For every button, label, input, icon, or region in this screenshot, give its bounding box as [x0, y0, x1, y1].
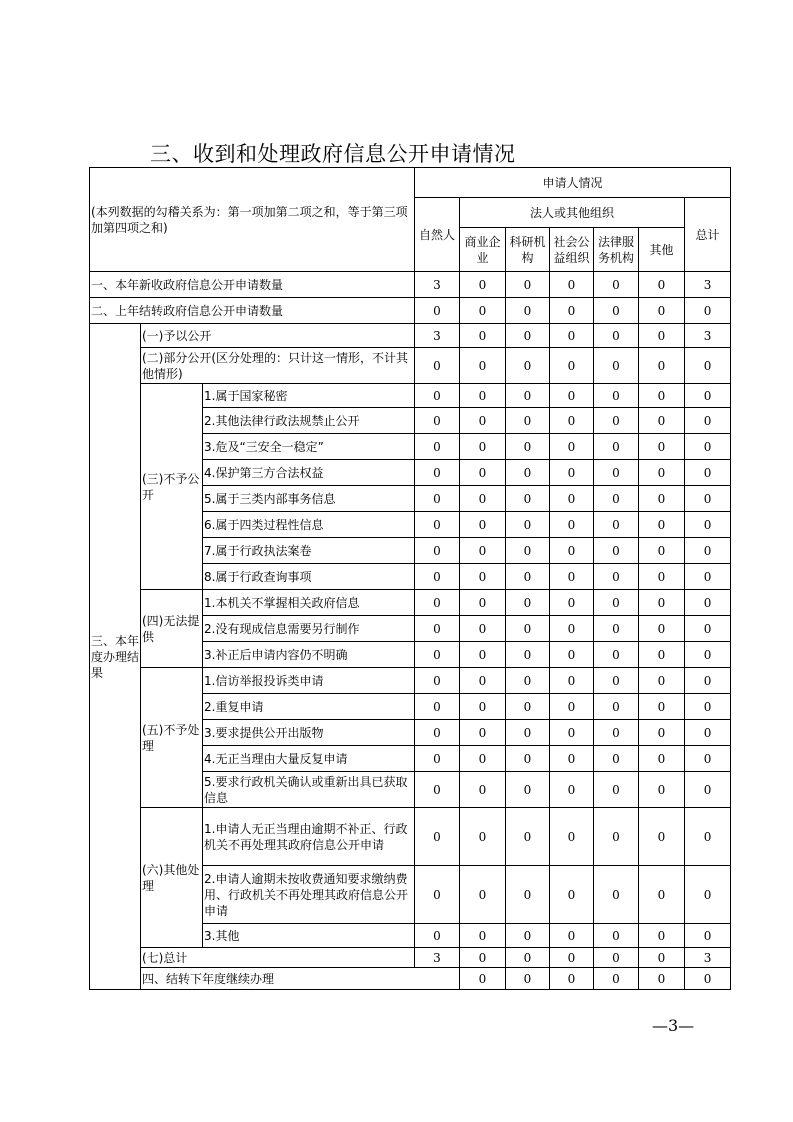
- value-cell: 0: [460, 590, 506, 616]
- value-cell: 0: [460, 720, 506, 746]
- value-cell: 0: [594, 616, 639, 642]
- value-cell: 0: [594, 720, 639, 746]
- value-cell: 0: [415, 512, 460, 538]
- table-row: [90, 948, 731, 968]
- table-row: [90, 272, 731, 298]
- value-cell: 0: [550, 808, 594, 866]
- value-cell: 0: [594, 866, 639, 924]
- item-label: 1.申请人无正当理由逾期不补正、行政机关不再处理其政府信息公开申请: [203, 808, 415, 866]
- item-label: 4.无正当理由大量反复申请: [203, 746, 415, 772]
- value-cell: 0: [594, 408, 639, 434]
- value-cell: 0: [639, 772, 685, 808]
- value-cell: 0: [460, 772, 506, 808]
- value-cell: 0: [685, 746, 731, 772]
- value-cell: 0: [550, 564, 594, 590]
- value-cell: 0: [460, 668, 506, 694]
- value-cell: 0: [639, 348, 685, 384]
- value-cell: 0: [506, 948, 550, 968]
- value-cell: 0: [550, 948, 594, 968]
- value-cell: 0: [415, 720, 460, 746]
- value-cell: 0: [415, 348, 460, 384]
- value-cell: 0: [594, 384, 639, 408]
- value-cell: 0: [550, 486, 594, 512]
- value-cell: 0: [639, 720, 685, 746]
- table-row: [90, 324, 731, 348]
- value-cell: 0: [506, 324, 550, 348]
- value-cell: 0: [415, 408, 460, 434]
- value-cell: 0: [460, 616, 506, 642]
- value-cell: 0: [550, 512, 594, 538]
- value-cell: 0: [685, 808, 731, 866]
- value-cell: 0: [639, 746, 685, 772]
- value-cell: 0: [685, 772, 731, 808]
- value-cell: 0: [460, 968, 506, 990]
- value-cell: 0: [639, 298, 685, 324]
- value-cell: 0: [506, 590, 550, 616]
- item-label: 2.其他法律行政法规禁止公开: [203, 408, 415, 434]
- subgroup-label: (六)其他处理: [141, 808, 203, 948]
- value-cell: 0: [639, 486, 685, 512]
- item-label: 3.危及“三安全一稳定”: [203, 434, 415, 460]
- value-cell: 0: [506, 272, 550, 298]
- row-label: 四、结转下年度继续办理: [141, 968, 460, 990]
- value-cell: 0: [639, 324, 685, 348]
- value-cell: 3: [685, 324, 731, 348]
- value-cell: 0: [594, 564, 639, 590]
- value-cell: 0: [506, 694, 550, 720]
- value-cell: 3: [415, 272, 460, 298]
- page-number: —3—: [652, 1016, 695, 1035]
- value-cell: 0: [685, 694, 731, 720]
- value-cell: 0: [550, 866, 594, 924]
- table-body: [90, 168, 731, 990]
- total-header: 总计: [685, 198, 731, 272]
- value-cell: 0: [594, 512, 639, 538]
- table-row: [90, 668, 731, 694]
- value-cell: 0: [685, 486, 731, 512]
- page-title: 三、收到和处理政府信息公开申请情况: [150, 142, 516, 166]
- value-cell: 0: [415, 866, 460, 924]
- value-cell: 0: [639, 564, 685, 590]
- value-cell: 0: [685, 668, 731, 694]
- value-cell: 0: [415, 590, 460, 616]
- value-cell: 0: [550, 590, 594, 616]
- value-cell: 0: [639, 408, 685, 434]
- research-header: 科研机构: [506, 228, 550, 272]
- value-cell: 0: [594, 486, 639, 512]
- value-cell: 0: [685, 538, 731, 564]
- value-cell: 0: [415, 564, 460, 590]
- row-label: (二)部分公开(区分处理的：只计这一情形，不计其他情形): [141, 348, 415, 384]
- subgroup-label: (三)不予公开: [141, 384, 203, 590]
- value-cell: 0: [506, 434, 550, 460]
- item-label: 8.属于行政查询事项: [203, 564, 415, 590]
- value-cell: 0: [639, 668, 685, 694]
- value-cell: 0: [685, 298, 731, 324]
- value-cell: 0: [460, 272, 506, 298]
- value-cell: 0: [594, 298, 639, 324]
- value-cell: 3: [685, 948, 731, 968]
- note-cell: (本列数据的勾稽关系为：第一项加第二项之和，等于第三项加第四项之和): [90, 168, 415, 272]
- value-cell: 0: [550, 772, 594, 808]
- value-cell: 0: [550, 434, 594, 460]
- value-cell: 0: [685, 564, 731, 590]
- value-cell: 0: [685, 924, 731, 948]
- table-row: [90, 384, 731, 408]
- value-cell: 0: [685, 642, 731, 668]
- value-cell: 0: [550, 668, 594, 694]
- value-cell: 0: [594, 924, 639, 948]
- value-cell: 0: [594, 968, 639, 990]
- value-cell: 0: [506, 486, 550, 512]
- value-cell: 0: [550, 460, 594, 486]
- table-row: [90, 968, 731, 990]
- value-cell: 0: [594, 948, 639, 968]
- value-cell: 0: [506, 924, 550, 948]
- row-label: 二、上年结转政府信息公开申请数量: [90, 298, 415, 324]
- value-cell: 3: [415, 948, 460, 968]
- value-cell: 0: [506, 616, 550, 642]
- value-cell: 0: [594, 642, 639, 668]
- value-cell: 0: [460, 298, 506, 324]
- value-cell: 0: [594, 772, 639, 808]
- value-cell: 0: [594, 668, 639, 694]
- value-cell: 0: [506, 538, 550, 564]
- value-cell: 0: [550, 642, 594, 668]
- item-label: 1.本机关不掌握相关政府信息: [203, 590, 415, 616]
- legal-org-header: 法人或其他组织: [460, 198, 685, 228]
- value-cell: 0: [460, 486, 506, 512]
- value-cell: 0: [506, 298, 550, 324]
- value-cell: 0: [594, 460, 639, 486]
- value-cell: 0: [639, 616, 685, 642]
- value-cell: 0: [506, 384, 550, 408]
- value-cell: 0: [639, 866, 685, 924]
- value-cell: 0: [460, 324, 506, 348]
- value-cell: 0: [639, 590, 685, 616]
- value-cell: 0: [460, 746, 506, 772]
- value-cell: 0: [415, 298, 460, 324]
- value-cell: 0: [415, 694, 460, 720]
- value-cell: 0: [639, 642, 685, 668]
- value-cell: 0: [550, 538, 594, 564]
- value-cell: 0: [639, 512, 685, 538]
- value-cell: 0: [460, 460, 506, 486]
- value-cell: 0: [506, 460, 550, 486]
- value-cell: 0: [639, 948, 685, 968]
- social-header: 社会公益组织: [550, 228, 594, 272]
- value-cell: 0: [415, 642, 460, 668]
- value-cell: 0: [685, 616, 731, 642]
- value-cell: 0: [550, 924, 594, 948]
- value-cell: 0: [685, 460, 731, 486]
- value-cell: 0: [594, 808, 639, 866]
- value-cell: 0: [550, 272, 594, 298]
- value-cell: 0: [460, 564, 506, 590]
- applicant-header: 申请人情况: [415, 168, 731, 198]
- value-cell: 0: [639, 924, 685, 948]
- value-cell: 3: [685, 272, 731, 298]
- value-cell: 0: [506, 808, 550, 866]
- value-cell: 0: [460, 642, 506, 668]
- value-cell: 0: [460, 866, 506, 924]
- value-cell: 0: [550, 694, 594, 720]
- value-cell: 0: [506, 512, 550, 538]
- table-row: [90, 348, 731, 384]
- value-cell: 0: [460, 924, 506, 948]
- subgroup-label: (五)不予处理: [141, 668, 203, 808]
- value-cell: 0: [460, 408, 506, 434]
- value-cell: 0: [415, 486, 460, 512]
- value-cell: 0: [506, 348, 550, 384]
- item-label: 7.属于行政执法案卷: [203, 538, 415, 564]
- value-cell: 0: [415, 460, 460, 486]
- item-label: 3.要求提供公开出版物: [203, 720, 415, 746]
- value-cell: 0: [594, 746, 639, 772]
- value-cell: 0: [639, 968, 685, 990]
- value-cell: 0: [460, 348, 506, 384]
- value-cell: 0: [506, 866, 550, 924]
- value-cell: 3: [415, 324, 460, 348]
- value-cell: 0: [506, 746, 550, 772]
- row-label: 一、本年新收政府信息公开申请数量: [90, 272, 415, 298]
- value-cell: 0: [685, 968, 731, 990]
- item-label: 5.属于三类内部事务信息: [203, 486, 415, 512]
- value-cell: 0: [506, 720, 550, 746]
- value-cell: 0: [550, 746, 594, 772]
- value-cell: 0: [550, 298, 594, 324]
- value-cell: 0: [594, 434, 639, 460]
- value-cell: 0: [415, 384, 460, 408]
- value-cell: 0: [550, 616, 594, 642]
- value-cell: 0: [506, 642, 550, 668]
- value-cell: 0: [460, 434, 506, 460]
- item-label: 2.重复申请: [203, 694, 415, 720]
- value-cell: 0: [460, 808, 506, 866]
- value-cell: 0: [639, 694, 685, 720]
- value-cell: 0: [415, 772, 460, 808]
- legal-service-header: 法律服务机构: [594, 228, 639, 272]
- value-cell: 0: [506, 564, 550, 590]
- value-cell: 0: [415, 808, 460, 866]
- value-cell: 0: [594, 694, 639, 720]
- value-cell: 0: [415, 668, 460, 694]
- value-cell: 0: [639, 434, 685, 460]
- value-cell: 0: [415, 746, 460, 772]
- value-cell: 0: [415, 538, 460, 564]
- value-cell: 0: [550, 968, 594, 990]
- value-cell: 0: [594, 538, 639, 564]
- value-cell: 0: [685, 866, 731, 924]
- value-cell: 0: [550, 384, 594, 408]
- value-cell: 0: [685, 590, 731, 616]
- value-cell: 0: [460, 694, 506, 720]
- subgroup-label: (四)无法提供: [141, 590, 203, 668]
- value-cell: 0: [550, 324, 594, 348]
- value-cell: 0: [550, 408, 594, 434]
- value-cell: 0: [460, 512, 506, 538]
- value-cell: 0: [415, 616, 460, 642]
- table-row: [90, 590, 731, 616]
- value-cell: 0: [594, 272, 639, 298]
- value-cell: 0: [506, 408, 550, 434]
- value-cell: 0: [506, 772, 550, 808]
- value-cell: 0: [594, 324, 639, 348]
- item-label: 3.补正后申请内容仍不明确: [203, 642, 415, 668]
- value-cell: 0: [550, 348, 594, 384]
- value-cell: 0: [639, 272, 685, 298]
- value-cell: 0: [639, 460, 685, 486]
- value-cell: 0: [550, 720, 594, 746]
- value-cell: 0: [506, 668, 550, 694]
- value-cell: 0: [594, 348, 639, 384]
- value-cell: 0: [685, 348, 731, 384]
- value-cell: 0: [506, 968, 550, 990]
- value-cell: 0: [685, 434, 731, 460]
- other-header: 其他: [639, 228, 685, 272]
- item-label: 2.申请人逾期未按收费通知要求缴纳费用、行政机关不再处理其政府信息公开申请: [203, 866, 415, 924]
- value-cell: 0: [639, 808, 685, 866]
- table-row: [90, 808, 731, 866]
- row-label: (一)予以公开: [141, 324, 415, 348]
- value-cell: 0: [685, 512, 731, 538]
- natural-person-header: 自然人: [415, 198, 460, 272]
- value-cell: 0: [415, 924, 460, 948]
- value-cell: 0: [685, 720, 731, 746]
- value-cell: 0: [594, 590, 639, 616]
- info-disclosure-table: [89, 167, 731, 990]
- value-cell: 0: [685, 408, 731, 434]
- item-label: 5.要求行政机关确认或重新出具已获取信息: [203, 772, 415, 808]
- row-label: (七)总计: [141, 948, 415, 968]
- item-label: 3.其他: [203, 924, 415, 948]
- item-label: 6.属于四类过程性信息: [203, 512, 415, 538]
- value-cell: 0: [639, 384, 685, 408]
- value-cell: 0: [415, 434, 460, 460]
- value-cell: 0: [460, 538, 506, 564]
- commercial-header: 商业企业: [460, 228, 506, 272]
- item-label: 1.属于国家秘密: [203, 384, 415, 408]
- item-label: 2.没有现成信息需要另行制作: [203, 616, 415, 642]
- table-row: [90, 298, 731, 324]
- item-label: 1.信访举报投诉类申请: [203, 668, 415, 694]
- value-cell: 0: [685, 384, 731, 408]
- value-cell: 0: [460, 948, 506, 968]
- section-label: 三、本年度办理结果: [90, 324, 141, 990]
- item-label: 4.保护第三方合法权益: [203, 460, 415, 486]
- value-cell: 0: [460, 384, 506, 408]
- value-cell: 0: [639, 538, 685, 564]
